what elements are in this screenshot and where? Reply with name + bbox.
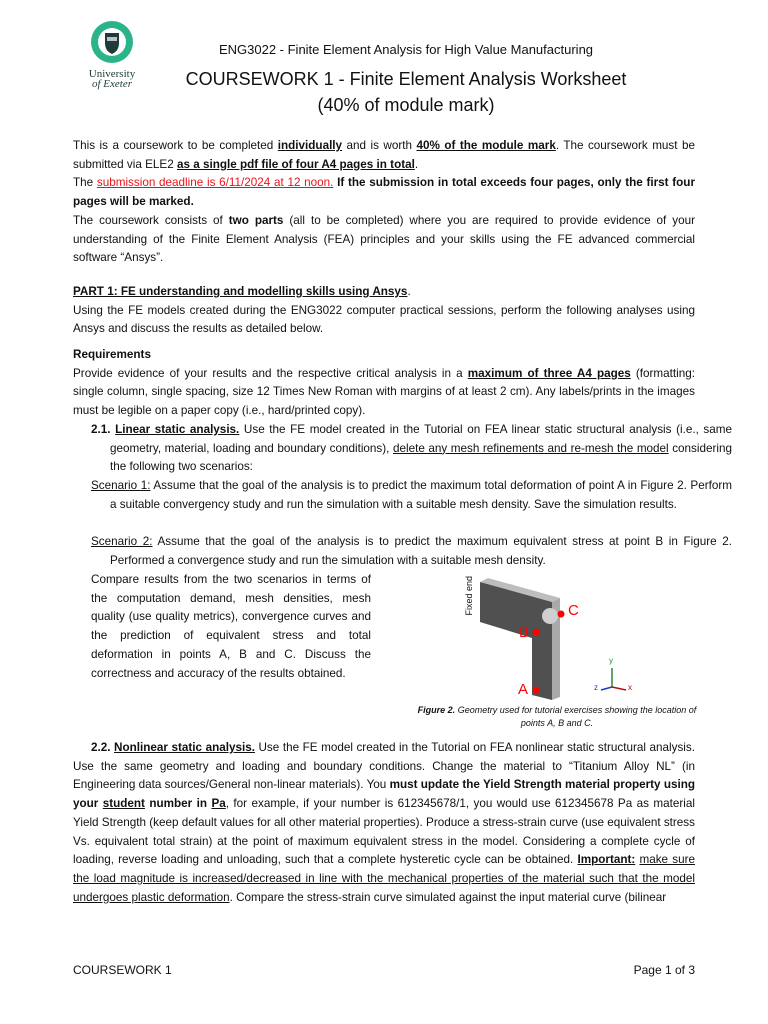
text-run: Assume that the goal of the analysis is to predict the maximum equivalent stress at point B in Figure 2. Performed a convergence study and run the simulation with a suitable mesh density. [110, 535, 732, 567]
text-run: 2.1. [91, 423, 116, 436]
module-title: ENG3022 - Finite Element Analysis for High Value Manufacturing [218, 42, 594, 57]
intro-paragraph [73, 137, 695, 174]
footer-left: COURSEWORK 1 [73, 963, 172, 977]
text-run: Provide evidence of your results and the respective critical analysis in a [73, 366, 468, 380]
point-a-label: A [518, 681, 529, 698]
caption-label: Figure 2. [417, 705, 456, 715]
compare-paragraph [91, 571, 371, 683]
scenario-2 [73, 533, 732, 570]
text-run: . [414, 157, 419, 171]
text-run: Linear static analysis. [115, 423, 240, 436]
text-run: PART 1: FE understanding and modelling skills using Ansys [73, 285, 408, 298]
text-run: . [407, 285, 411, 298]
text-run: Important: [577, 853, 636, 867]
text-run: Scenario 1: [91, 479, 151, 492]
text-run: maximum of three A4 pages [467, 366, 631, 380]
text-run: , for example, if your number is 612345678/1, you would use 612345678 Pa as material Yield Strength (keep default values for all other material properties). Produce a stress-strain curve (use equivalent stress Vs. equivalent total strain) at the point of maximum equivalent stress in the model. Considering a complete cycle of loading, reverse loading and unloading, such that a complete hysteretic cycle can be obtained. [73, 797, 695, 867]
logo-line1: University [88, 68, 136, 80]
axis-z-label: z [594, 683, 598, 692]
text-run: Requirements [73, 348, 151, 361]
footer-page-number: Page 1 of 3 [633, 963, 695, 977]
text-run: individually [277, 139, 343, 152]
axis-triad-icon [592, 656, 642, 695]
logo-line2: of Exeter [91, 78, 132, 90]
requirements-section [73, 346, 695, 421]
figure-caption [412, 704, 702, 730]
text-run: number in [144, 797, 212, 811]
text-run: student [102, 797, 145, 811]
text-run: submission deadline is 6/11/2024 at 12 noon. [96, 176, 334, 190]
text-run: must update the Yield Strength material property using your [73, 778, 695, 811]
part1-heading [73, 283, 695, 302]
text-run: Using the FE models created during the ENG3022 computer practical sessions, perform the following analyses using Ansys and discuss the results as detailed below. [73, 303, 695, 336]
part1-section [73, 283, 695, 339]
point-b-label: B [519, 624, 530, 641]
text-run: . Compare the stress-strain curve simulated against the input material curve (bilinear [229, 890, 667, 904]
point-c-label: C [568, 602, 579, 619]
text-run: Scenario 2: [91, 535, 153, 548]
text-run: (all to be completed) where you are required to provide evidence of your understanding of the Finite Element Analysis (FEA) principles and your skills using the FE advanced commercial software “Ansys”. [73, 213, 695, 265]
text-run: Compare results from the two scenarios in terms of the computation demand, mesh densities, mesh quality (use quality metrics), convergence curves and the prediction of equivalent stress and total deformation in points A, B and C. Discuss the correctness and accuracy of the results obtained. [91, 573, 371, 680]
section-2-2 [73, 739, 695, 907]
intro-section [73, 137, 695, 268]
text-run: . The coursework must be submitted via ELE2 [73, 139, 695, 171]
text-run: as a single pdf file of four A4 pages in total [176, 157, 415, 171]
requirements-heading [73, 346, 695, 365]
requirements-text [73, 365, 695, 421]
fixed-end-label: Fixed end [464, 576, 474, 616]
text-run: 2.2. [91, 741, 115, 754]
text-run: Assume that the goal of the analysis is to predict the maximum total deformation of point A in Figure 2. Perform a suitable convergency study and run the simulation with a suitable mesh density. Save the simulation results. [110, 479, 732, 511]
text-run: Use the FE model created in the Tutorial on FEA nonlinear static structural analysis. Use the same geometry and loading and boundary conditions. Change the material to “Titanium Alloy NL” (in Engineering data sources/General non-linear materials). You [73, 741, 695, 792]
text-run: If the submission in total exceeds four pages, only the first four pages will be marked. [73, 176, 695, 209]
text-run: The [73, 176, 97, 190]
text-run: Pa [211, 797, 226, 811]
text-run: 40% of the module mark [416, 139, 556, 152]
deadline-paragraph [73, 174, 695, 211]
axis-y-label: y [609, 656, 613, 665]
page-subtitle: (40% of module mark) [317, 95, 495, 115]
text-run: and is worth [342, 139, 417, 152]
text-run: make sure the load magnitude is increased/decreased in line with the mechanical properties of the material such that the model undergoes plastic deformation [73, 853, 695, 904]
axis-x-label: x [628, 683, 632, 692]
text-run: Use the FE model created in the Tutorial on FEA linear static structural analysis (i.e., same geometry, material, loading and boundary conditions), [110, 423, 733, 455]
page-title: COURSEWORK 1 - Finite Element Analysis Worksheet [185, 69, 627, 89]
text-run: considering the following two scenarios: [110, 441, 732, 474]
text-run: Nonlinear static analysis. [114, 741, 255, 754]
text-run: (formatting: single column, single spacing, size 12 Times New Roman with margins of at least 2 cm). Any labels/prints in the images must be legible on a paper copy (i.e., hard/printed copy). [73, 366, 695, 418]
section-2-1 [73, 421, 732, 477]
caption-text: Geometry used for tutorial exercises showing the location of points A, B and C. [455, 705, 697, 728]
text-run: The coursework consists of [73, 213, 229, 227]
text-run: delete any mesh refinements and re-mesh the model [392, 441, 669, 455]
text-run: This is a coursework to be completed [73, 139, 278, 152]
scenario-1 [73, 477, 732, 514]
part1-text [73, 302, 695, 339]
text-run: two parts [228, 213, 284, 227]
parts-paragraph [73, 212, 695, 268]
